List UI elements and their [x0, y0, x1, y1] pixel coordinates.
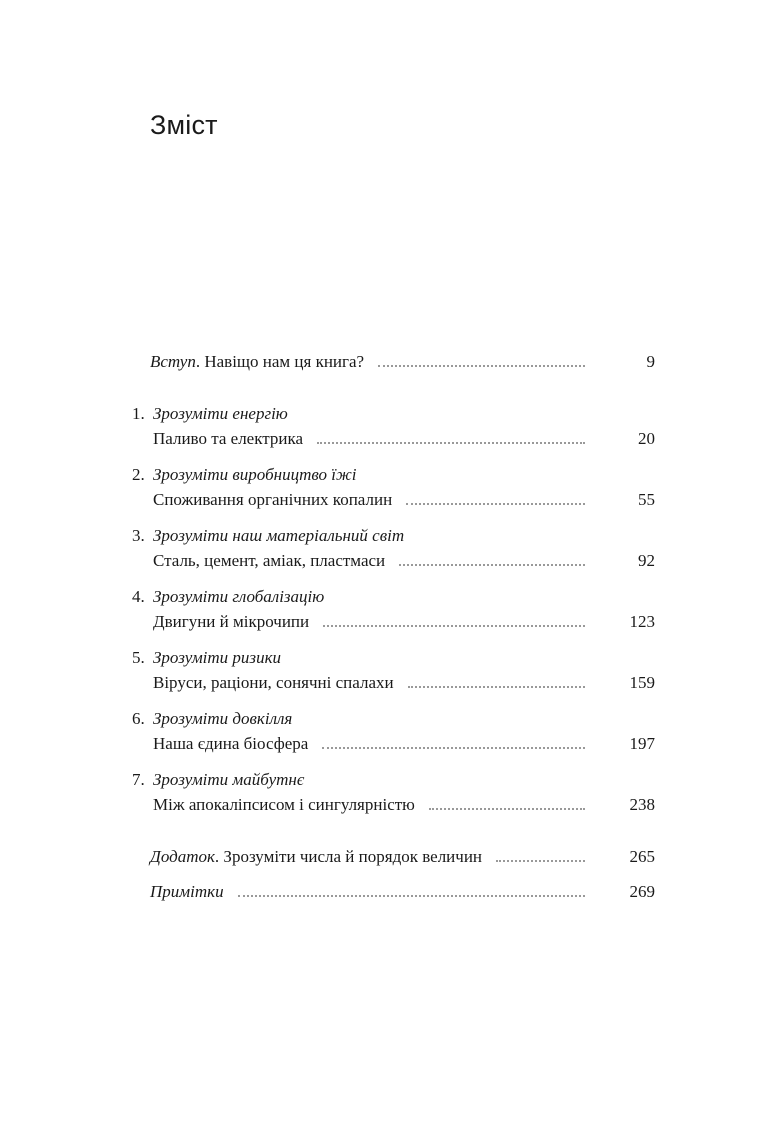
dot-leader: [408, 685, 585, 688]
chapter-subtitle: Сталь, цемент, аміак, пластмаси: [153, 551, 386, 570]
chapter-number: 5.: [132, 648, 145, 667]
toc-entry-chapter-7[interactable]: [153, 793, 655, 817]
intro-label: . Навіщо нам ця книга?: [195, 352, 365, 371]
toc-entry-intro[interactable]: [150, 350, 655, 374]
chapter-subtitle: Паливо та електрика: [153, 429, 304, 448]
toc-entry-chapter-1[interactable]: [153, 427, 655, 451]
dot-leader: [322, 746, 585, 749]
notes-label-italic: Примітки: [150, 882, 224, 901]
page-number: 92: [638, 551, 655, 570]
toc-entry-chapter-3[interactable]: [153, 549, 655, 573]
chapter-subtitle: Споживання органічних копалин: [153, 490, 393, 509]
dot-leader: [496, 859, 585, 862]
page-number: 20: [638, 429, 655, 448]
dot-leader: [429, 807, 585, 810]
chapter-number: 4.: [132, 587, 145, 606]
page-number: 55: [638, 490, 655, 509]
toc-entry-notes[interactable]: [150, 880, 655, 904]
chapter-title: Зрозуміти наш матеріальний світ: [153, 526, 405, 545]
toc-entry-chapter-6[interactable]: [153, 732, 655, 756]
chapter-title: Зрозуміти глобалізацію: [153, 587, 325, 606]
dot-leader: [323, 624, 585, 627]
page-number: 269: [629, 882, 655, 901]
chapter-title: Зрозуміти енергію: [153, 404, 288, 423]
chapter-title: Зрозуміти довкілля: [153, 709, 293, 728]
dot-leader: [238, 894, 585, 897]
toc-entry-appendix[interactable]: [150, 845, 655, 869]
dot-leader: [317, 441, 585, 444]
chapter-number: 2.: [132, 465, 145, 484]
dot-leader: [378, 364, 585, 367]
page-number: 123: [629, 612, 655, 631]
page-title: Зміст: [150, 110, 218, 140]
page-number: 197: [629, 734, 655, 753]
chapter-number: 1.: [132, 404, 145, 423]
intro-label-italic: Вступ: [150, 352, 196, 371]
toc-entry-chapter-5[interactable]: [153, 671, 655, 695]
chapter-subtitle: Наша єдина біосфера: [153, 734, 309, 753]
chapter-subtitle: Між апокаліпсисом і сингулярністю: [153, 795, 415, 814]
dot-leader: [399, 563, 585, 566]
chapter-subtitle: Віруси, раціони, сонячні спалахи: [153, 673, 394, 692]
page-number: 9: [646, 352, 655, 371]
dot-leader: [406, 502, 585, 505]
chapter-title: Зрозуміти ризики: [153, 648, 282, 667]
page-number: 265: [629, 847, 655, 866]
chapter-number: 3.: [132, 526, 145, 545]
page-number: 159: [629, 673, 655, 692]
appendix-label: . Зрозуміти числа й порядок величин: [214, 847, 483, 866]
page-number: 238: [629, 795, 655, 814]
chapter-title: Зрозуміти виробництво їжі: [153, 465, 357, 484]
chapter-subtitle: Двигуни й мікрочипи: [153, 612, 310, 631]
chapter-title: Зрозуміти майбутнє: [153, 770, 305, 789]
chapter-number: 6.: [132, 709, 145, 728]
toc-entry-chapter-2[interactable]: [153, 488, 655, 512]
chapter-number: 7.: [132, 770, 145, 789]
appendix-label-italic: Додаток: [150, 847, 215, 866]
toc-entry-chapter-4[interactable]: [153, 610, 655, 634]
